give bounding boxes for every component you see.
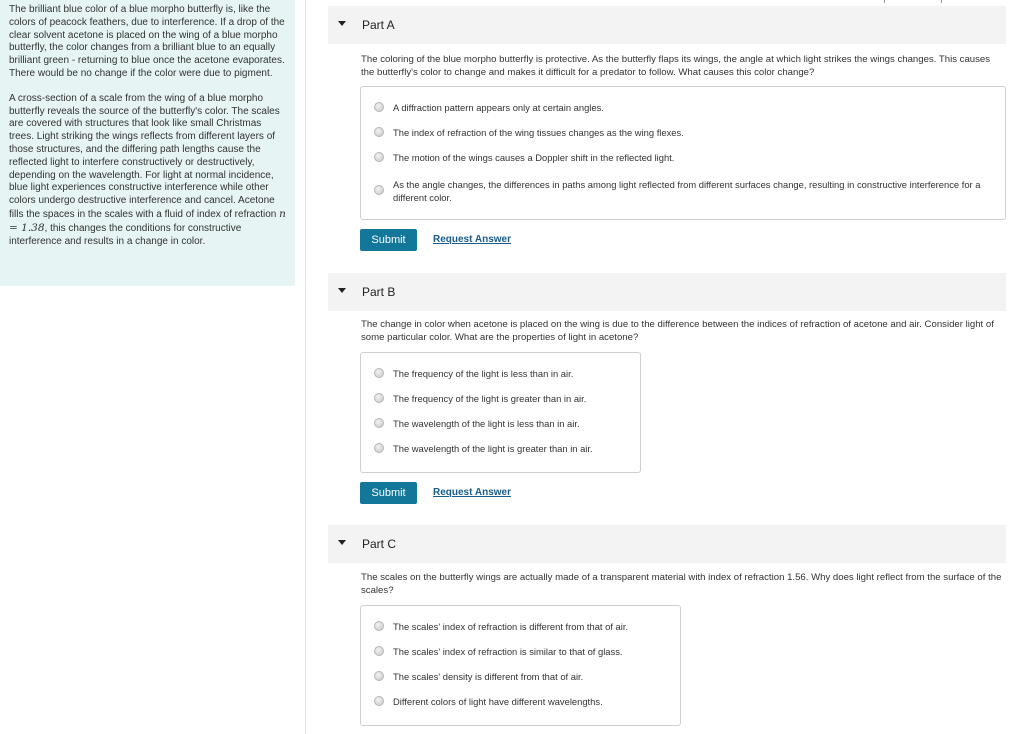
part-c-choices — [360, 605, 681, 726]
part-c-question: The scales on the butterfly wings are actually made of a transparent material with index of refraction 1.56. Why does light reflect from the surface of the scales? — [361, 572, 1002, 596]
intro-text-before-math: A cross-section of a scale from the wing of a blue morpho butterfly reveals the source of the butterfly's color. The scales are covered with structures that look like small Christmas trees. Light striking the wings reflects from different layers of those structures, and the differing path lengths cause the reflected light to interfere constructively or destructively, depending on the wavelength. For light at normal incidence, blue light experiences constructive interference while other colors undergo destructive interference and cancel. Acetone fills the spaces in the scales with a fluid of index of refraction — [9, 92, 280, 220]
choice-label: A diffraction pattern appears only at certain angles. — [393, 102, 604, 113]
part-b-title: Part B — [362, 285, 396, 299]
choice-label: Different colors of light have different wavelengths. — [393, 696, 603, 707]
caret-down-icon[interactable] — [338, 288, 346, 293]
intro-paragraph-2 — [9, 93, 286, 249]
choice-label: The frequency of the light is greater than in air. — [393, 393, 587, 404]
choice-label: As the angle changes, the differences in paths among light reflected from different surfaces change, resulting in constructive interference for a different color. — [393, 179, 981, 203]
part-a-submit-button[interactable]: Submit — [360, 229, 417, 251]
intro-panel — [0, 0, 295, 286]
choice-label: The frequency of the light is less than in air. — [393, 368, 574, 379]
radio-button-icon[interactable] — [374, 393, 384, 403]
intro-paragraph-1: The brilliant blue color of a blue morpho butterfly is, like the colors of peacock feathers, due to interference. If a drop of the clear solvent acetone is placed on the wing of a blue morpho butterfly, the color changes from a brilliant blue to an equally brilliant green - returning to blue once the acetone evaporates. There would be no change if the color were due to pigment. — [9, 4, 285, 79]
sliver-mark — [884, 0, 885, 3]
part-b-request-answer-link[interactable]: Request Answer — [433, 487, 511, 498]
part-b-question: The change in color when acetone is placed on the wing is due to the difference between the indices of refraction of acetone and air. Consider light of some particular color. What are the properties of light in acetone? — [361, 319, 994, 343]
choice-label: The scales' index of refraction is different from that of air. — [393, 621, 629, 632]
radio-button-icon[interactable] — [374, 368, 384, 378]
choice-label: The scales' density is different from that of air. — [393, 671, 584, 682]
radio-button-icon[interactable] — [374, 152, 384, 162]
choice-label: The wavelength of the light is greater than in air. — [393, 443, 593, 454]
part-b-submit-button[interactable]: Submit — [360, 482, 417, 504]
caret-down-icon[interactable] — [338, 540, 346, 545]
refraction-index-math: n = 1.38 — [9, 207, 286, 234]
radio-button-icon[interactable] — [374, 102, 384, 112]
choice-label: The motion of the wings causes a Doppler shift in the reflected light. — [393, 152, 675, 163]
column-divider — [305, 0, 306, 734]
part-a-question: The coloring of the blue morpho butterfly is protective. As the butterfly flaps its wings, the angle at which light strikes the wings changes. This causes the butterfly's color to change and makes it difficult for a predator to follow. What causes this color change? — [361, 54, 991, 78]
part-a-request-answer-link[interactable]: Request Answer — [433, 234, 511, 245]
radio-button-icon[interactable] — [374, 418, 384, 428]
caret-down-icon[interactable] — [338, 21, 346, 26]
radio-button-icon[interactable] — [374, 443, 384, 453]
radio-button-icon[interactable] — [374, 621, 384, 631]
previous-content-sliver — [329, 0, 1005, 4]
part-b-choices — [360, 352, 641, 473]
choice-label: The scales' index of refraction is similar to that of glass. — [393, 646, 623, 657]
part-b-header[interactable] — [328, 273, 1006, 311]
part-a-header[interactable] — [328, 6, 1006, 44]
sliver-mark — [941, 0, 942, 3]
part-c-title: Part C — [362, 537, 397, 551]
part-a-title: Part A — [362, 18, 395, 32]
choice-label: The index of refraction of the wing tissues changes as the wing flexes. — [393, 127, 684, 138]
radio-button-icon[interactable] — [374, 696, 384, 706]
radio-button-icon[interactable] — [374, 671, 384, 681]
choice-label: The wavelength of the light is less than in air. — [393, 418, 580, 429]
part-c-header[interactable] — [328, 525, 1006, 563]
radio-button-icon[interactable] — [374, 646, 384, 656]
radio-button-icon[interactable] — [374, 127, 384, 137]
intro-text-after-math: , this changes the conditions for constructive interference and results in a change in color. — [9, 222, 242, 247]
radio-button-icon[interactable] — [374, 185, 384, 195]
part-a-choices — [360, 86, 1006, 220]
